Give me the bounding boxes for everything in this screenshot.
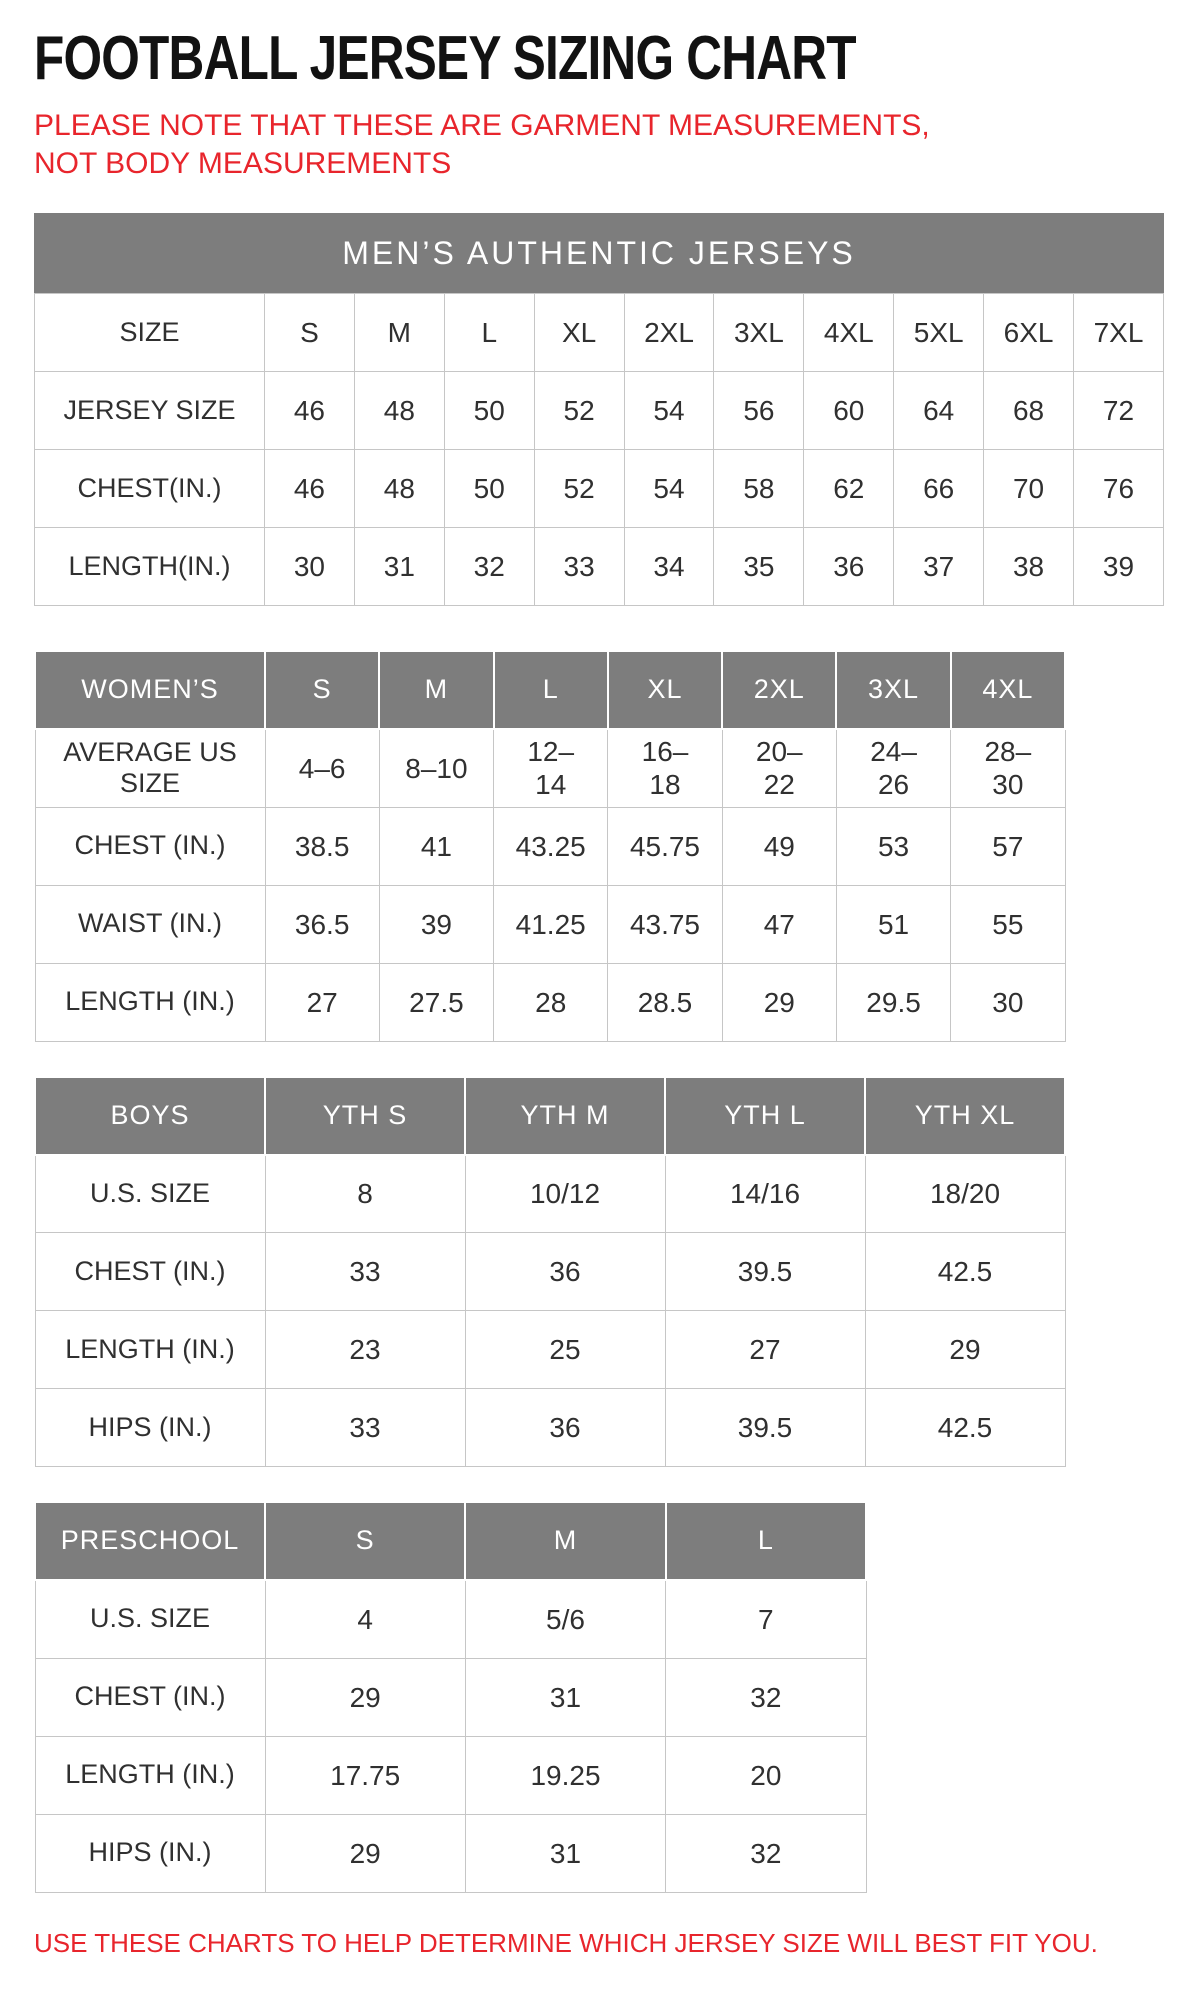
value-cell: 32 — [666, 1658, 866, 1736]
table-row — [35, 1736, 866, 1814]
value-cell: 47 — [722, 885, 836, 963]
value-cell: 29 — [722, 963, 836, 1041]
value-cell: 58 — [714, 450, 804, 528]
value-cell: 57 — [951, 807, 1065, 885]
value-cell: 56 — [714, 372, 804, 450]
value-cell: 53 — [836, 807, 950, 885]
value-cell: 29 — [265, 1814, 465, 1892]
value-cell: 39 — [1074, 528, 1164, 606]
value-cell: 8 — [265, 1155, 465, 1233]
column-header-cell: YTH XL — [865, 1077, 1065, 1155]
value-cell: 23 — [265, 1311, 465, 1389]
value-cell: 64 — [894, 372, 984, 450]
table-row — [35, 963, 1065, 1041]
value-cell: 70 — [984, 450, 1074, 528]
table-row — [35, 450, 1164, 528]
row-label-cell: JERSEY SIZE — [35, 372, 265, 450]
value-cell: 3XL — [714, 294, 804, 372]
row-label-cell: LENGTH (IN.) — [35, 1311, 265, 1389]
value-cell: 5XL — [894, 294, 984, 372]
value-cell: 39.5 — [665, 1389, 865, 1467]
value-cell: 29.5 — [836, 963, 950, 1041]
table-header-row — [35, 1077, 1065, 1155]
value-cell: 54 — [624, 450, 714, 528]
womens-sizing-table — [34, 650, 1066, 1042]
table-row — [35, 1814, 866, 1892]
value-cell: 27 — [665, 1311, 865, 1389]
value-cell: 68 — [984, 372, 1074, 450]
value-cell: 29 — [865, 1311, 1065, 1389]
value-cell: 46 — [265, 450, 355, 528]
value-cell: 2XL — [624, 294, 714, 372]
value-cell: 41 — [379, 807, 493, 885]
row-label-cell: LENGTH(IN.) — [35, 528, 265, 606]
table-row — [35, 1658, 866, 1736]
table-title-cell: PRESCHOOL — [35, 1502, 265, 1580]
value-cell: 48 — [354, 372, 444, 450]
value-cell: 28.5 — [608, 963, 722, 1041]
value-cell: 36 — [465, 1389, 665, 1467]
value-cell: 38 — [984, 528, 1074, 606]
column-header-cell: S — [265, 1502, 465, 1580]
value-cell: 5/6 — [465, 1580, 665, 1658]
column-header-cell: 4XL — [951, 651, 1065, 729]
row-label-cell: CHEST (IN.) — [35, 807, 265, 885]
row-label-cell: WAIST (IN.) — [35, 885, 265, 963]
column-header-cell: 3XL — [836, 651, 950, 729]
value-cell: 12–14 — [494, 729, 608, 807]
value-cell: 6XL — [984, 294, 1074, 372]
table-title-cell: WOMEN’S — [35, 651, 265, 729]
value-cell: 31 — [465, 1814, 665, 1892]
value-cell: 52 — [534, 372, 624, 450]
preschool-jerseys-section — [34, 1501, 1166, 1893]
column-header-cell: M — [379, 651, 493, 729]
table-header-row — [35, 1502, 866, 1580]
value-cell: 16–18 — [608, 729, 722, 807]
value-cell: 38.5 — [265, 807, 379, 885]
row-label-cell: HIPS (IN.) — [35, 1389, 265, 1467]
value-cell: 39.5 — [665, 1233, 865, 1311]
womens-jerseys-section — [34, 650, 1166, 1042]
value-cell: 28–30 — [951, 729, 1065, 807]
value-cell: 20 — [666, 1736, 866, 1814]
row-label-cell: AVERAGE US SIZE — [35, 729, 265, 807]
value-cell: 30 — [951, 963, 1065, 1041]
fit-advice-footer: USE THESE CHARTS TO HELP DETERMINE WHICH JERSEY SIZE WILL BEST FIT YOU. — [34, 1927, 1098, 1958]
value-cell: 8–10 — [379, 729, 493, 807]
table-row — [35, 1389, 1065, 1467]
column-header-cell: YTH S — [265, 1077, 465, 1155]
value-cell: 43.75 — [608, 885, 722, 963]
value-cell: S — [265, 294, 355, 372]
table-row — [35, 885, 1065, 963]
value-cell: 30 — [265, 528, 355, 606]
mens-jerseys-section — [34, 213, 1166, 606]
value-cell: 35 — [714, 528, 804, 606]
value-cell: 76 — [1074, 450, 1164, 528]
page-title: FOOTBALL JERSEY SIZING CHART — [34, 24, 856, 93]
boys-jerseys-section — [34, 1076, 1166, 1468]
row-label-cell: CHEST(IN.) — [35, 450, 265, 528]
column-header-cell: L — [666, 1502, 866, 1580]
value-cell: 36 — [804, 528, 894, 606]
column-header-cell: YTH L — [665, 1077, 865, 1155]
value-cell: 37 — [894, 528, 984, 606]
column-header-cell: L — [494, 651, 608, 729]
value-cell: 41.25 — [494, 885, 608, 963]
value-cell: 45.75 — [608, 807, 722, 885]
garment-measurement-note: PLEASE NOTE THAT THESE ARE GARMENT MEASUREMENTS, NOT BODY MEASUREMENTS — [34, 108, 930, 181]
value-cell: 31 — [354, 528, 444, 606]
value-cell: 60 — [804, 372, 894, 450]
table-row — [35, 729, 1065, 807]
value-cell: 39 — [379, 885, 493, 963]
table-row — [35, 1155, 1065, 1233]
row-label-cell: U.S. SIZE — [35, 1580, 265, 1658]
value-cell: 7 — [666, 1580, 866, 1658]
value-cell: 33 — [265, 1233, 465, 1311]
value-cell: 36 — [465, 1233, 665, 1311]
value-cell: 18/20 — [865, 1155, 1065, 1233]
table-title-cell: BOYS — [35, 1077, 265, 1155]
row-label-cell: LENGTH (IN.) — [35, 963, 265, 1041]
value-cell: 50 — [444, 372, 534, 450]
column-header-cell: S — [265, 651, 379, 729]
value-cell: 27.5 — [379, 963, 493, 1041]
value-cell: 34 — [624, 528, 714, 606]
value-cell: 36.5 — [265, 885, 379, 963]
value-cell: 33 — [534, 528, 624, 606]
value-cell: 43.25 — [494, 807, 608, 885]
value-cell: 17.75 — [265, 1736, 465, 1814]
value-cell: 42.5 — [865, 1389, 1065, 1467]
value-cell: 4XL — [804, 294, 894, 372]
column-header-cell: 2XL — [722, 651, 836, 729]
value-cell: 29 — [265, 1658, 465, 1736]
table-row — [35, 807, 1065, 885]
column-header-cell: YTH M — [465, 1077, 665, 1155]
value-cell: 31 — [465, 1658, 665, 1736]
value-cell: 19.25 — [465, 1736, 665, 1814]
row-label-cell: HIPS (IN.) — [35, 1814, 265, 1892]
preschool-sizing-table — [34, 1501, 867, 1893]
value-cell: L — [444, 294, 534, 372]
table-row — [35, 1311, 1065, 1389]
value-cell: 62 — [804, 450, 894, 528]
row-label-cell: LENGTH (IN.) — [35, 1736, 265, 1814]
table-row — [35, 1233, 1065, 1311]
value-cell: 66 — [894, 450, 984, 528]
value-cell: 25 — [465, 1311, 665, 1389]
row-label-cell: U.S. SIZE — [35, 1155, 265, 1233]
row-label-cell: CHEST (IN.) — [35, 1658, 265, 1736]
value-cell: 49 — [722, 807, 836, 885]
value-cell: 20–22 — [722, 729, 836, 807]
table-row — [35, 294, 1164, 372]
table-row — [35, 528, 1164, 606]
mens-sizing-table — [34, 293, 1164, 606]
row-label-cell: CHEST (IN.) — [35, 1233, 265, 1311]
value-cell: 48 — [354, 450, 444, 528]
value-cell: 42.5 — [865, 1233, 1065, 1311]
value-cell: 50 — [444, 450, 534, 528]
value-cell: 55 — [951, 885, 1065, 963]
value-cell: 7XL — [1074, 294, 1164, 372]
value-cell: 51 — [836, 885, 950, 963]
value-cell: 14/16 — [665, 1155, 865, 1233]
value-cell: 24–26 — [836, 729, 950, 807]
value-cell: 33 — [265, 1389, 465, 1467]
value-cell: 10/12 — [465, 1155, 665, 1233]
value-cell: 32 — [666, 1814, 866, 1892]
value-cell: M — [354, 294, 444, 372]
value-cell: 4–6 — [265, 729, 379, 807]
value-cell: 28 — [494, 963, 608, 1041]
value-cell: 32 — [444, 528, 534, 606]
table-row — [35, 372, 1164, 450]
value-cell: 46 — [265, 372, 355, 450]
table-row — [35, 1580, 866, 1658]
column-header-cell: XL — [608, 651, 722, 729]
value-cell: 4 — [265, 1580, 465, 1658]
boys-sizing-table — [34, 1076, 1066, 1468]
table-header-row — [35, 651, 1065, 729]
value-cell: 54 — [624, 372, 714, 450]
value-cell: 52 — [534, 450, 624, 528]
value-cell: XL — [534, 294, 624, 372]
value-cell: 72 — [1074, 372, 1164, 450]
column-header-cell: M — [465, 1502, 665, 1580]
mens-table-title: MEN’S AUTHENTIC JERSEYS — [34, 213, 1164, 293]
value-cell: 27 — [265, 963, 379, 1041]
row-label-cell: SIZE — [35, 294, 265, 372]
